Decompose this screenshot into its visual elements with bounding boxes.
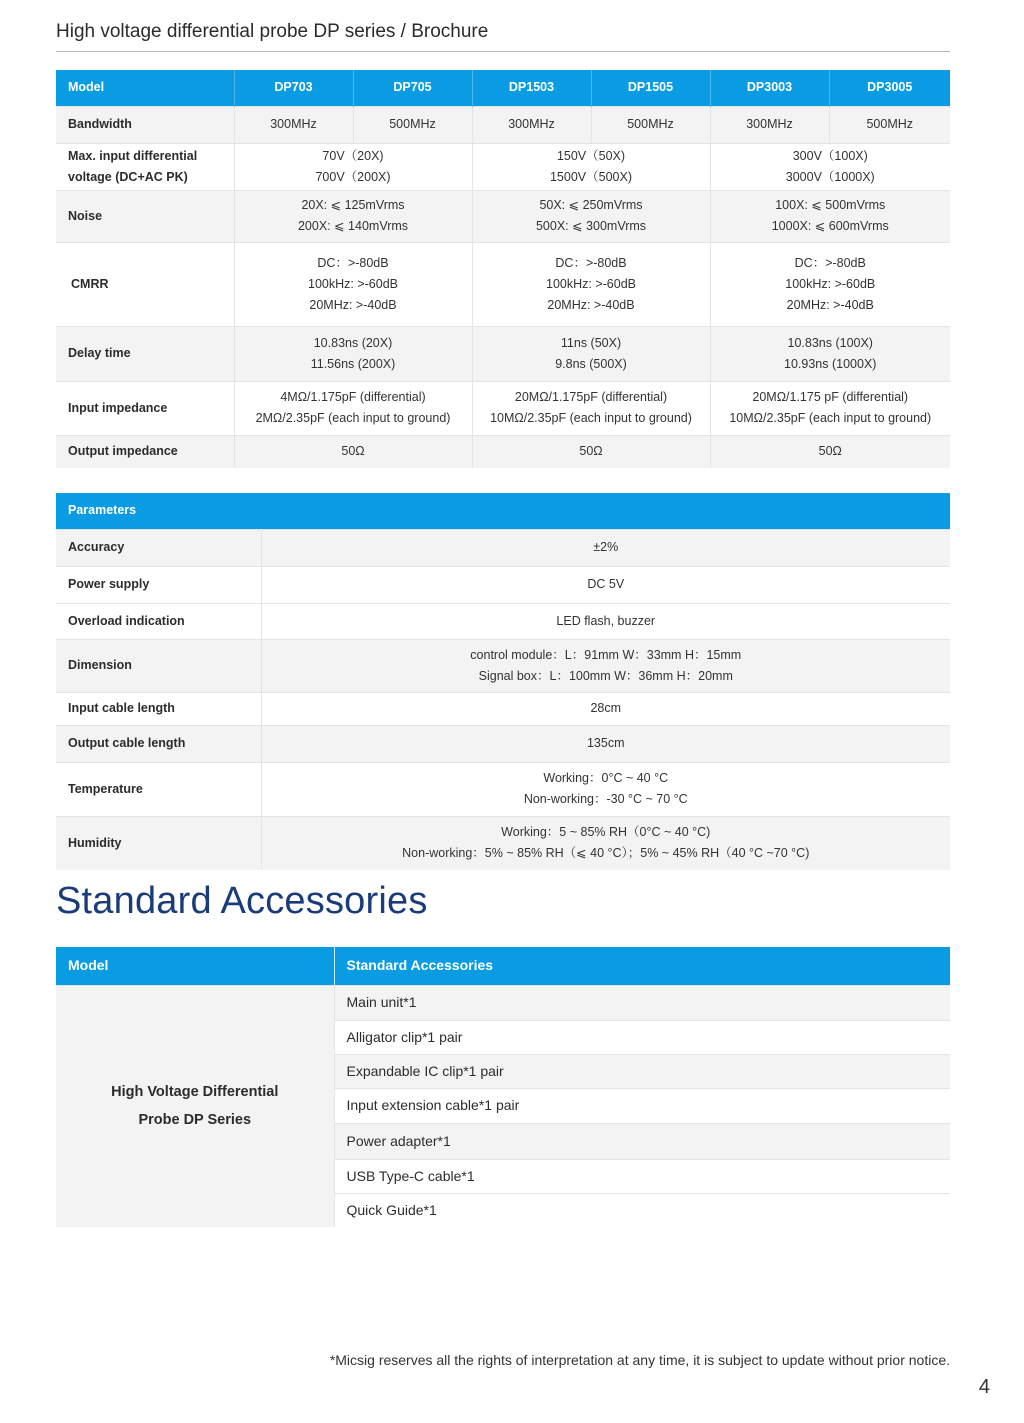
- param-label: Power supply: [56, 566, 261, 603]
- param-label: Output cable length: [56, 725, 261, 762]
- cmrr-group: [234, 242, 472, 326]
- accessories-model-name: Probe DP Series: [138, 1112, 252, 1129]
- spec-table: [56, 70, 950, 468]
- bandwidth-value: 300MHz: [710, 106, 829, 143]
- max-input-label-line: Max. input differential: [68, 148, 198, 163]
- delay-value: 10.83ns (100X): [787, 335, 873, 350]
- param-row: [56, 639, 950, 692]
- param-value-line: Signal box：L：100mm W：36mm H：20mm: [478, 668, 733, 683]
- output-impedance-value: 50Ω: [472, 435, 710, 468]
- bandwidth-value: 500MHz: [829, 106, 950, 143]
- accessory-item: Quick Guide*1: [334, 1193, 950, 1227]
- max-input-group: [710, 143, 950, 190]
- noise-label: Noise: [56, 190, 234, 242]
- accessories-model-cell: [56, 985, 334, 1227]
- param-label: Input cable length: [56, 692, 261, 725]
- max-input-row: [56, 143, 950, 190]
- cmrr-value: 100kHz: >-60dB: [785, 276, 876, 291]
- bandwidth-value: 500MHz: [591, 106, 710, 143]
- param-value: [261, 816, 950, 870]
- output-impedance-value: 50Ω: [234, 435, 472, 468]
- param-row: [56, 566, 950, 603]
- accessory-item: Alligator clip*1 pair: [334, 1020, 950, 1054]
- accessory-item: Power adapter*1: [334, 1123, 950, 1159]
- cmrr-label: CMRR: [56, 242, 234, 326]
- param-row: [56, 603, 950, 639]
- input-impedance-label: Input impedance: [56, 381, 234, 435]
- input-impedance-value: 10MΩ/2.35pF (each input to ground): [729, 411, 932, 425]
- param-label: Dimension: [56, 639, 261, 692]
- param-row: [56, 762, 950, 816]
- accessories-title: Standard Accessories: [56, 880, 428, 922]
- cmrr-row: [56, 242, 950, 326]
- delay-value: 9.8ns (500X): [555, 356, 627, 371]
- param-value: [261, 639, 950, 692]
- input-impedance-value: 20MΩ/1.175pF (differential): [514, 390, 668, 404]
- delay-label: Delay time: [56, 326, 234, 381]
- input-impedance-value: 2MΩ/2.35pF (each input to ground): [255, 411, 451, 425]
- noise-group: [472, 190, 710, 242]
- param-row: [56, 692, 950, 725]
- page-number: 4: [978, 1376, 990, 1398]
- param-value: 135cm: [261, 725, 950, 762]
- param-label: Humidity: [56, 816, 261, 870]
- param-value: LED flash, buzzer: [261, 603, 950, 639]
- delay-group: [234, 326, 472, 381]
- max-input-value: 700V（200X): [315, 169, 391, 184]
- noise-value: 100X: ⩽ 500mVrms: [775, 198, 886, 212]
- noise-group: [710, 190, 950, 242]
- param-value: 28cm: [261, 692, 950, 725]
- param-value-line: Working：5 ~ 85% RH（0°C ~ 40 °C): [501, 825, 711, 840]
- noise-value: 20X: ⩽ 125mVrms: [301, 198, 405, 212]
- delay-row: [56, 326, 950, 381]
- input-impedance-row: [56, 381, 950, 435]
- cmrr-value: 20MHz: >-40dB: [309, 297, 397, 312]
- max-input-label: [56, 143, 234, 190]
- bandwidth-value: 300MHz: [472, 106, 591, 143]
- param-row: [56, 529, 950, 566]
- parameters-table: [56, 493, 950, 870]
- delay-group: [710, 326, 950, 381]
- output-impedance-value: 50Ω: [710, 435, 950, 468]
- delay-value: 11ns (50X): [560, 335, 622, 350]
- accessories-list-header: Standard Accessories: [334, 947, 950, 985]
- noise-value: 1000X: ⩽ 600mVrms: [771, 219, 889, 233]
- model-dp1505: DP1505: [591, 70, 710, 106]
- max-input-value: 1500V（500X): [549, 169, 632, 184]
- max-input-label-line: voltage (DC+AC PK): [68, 169, 188, 184]
- accessory-item: Input extension cable*1 pair: [334, 1088, 950, 1123]
- cmrr-group: [472, 242, 710, 326]
- cmrr-value: 20MHz: >-40dB: [547, 297, 635, 312]
- accessory-item: USB Type-C cable*1: [334, 1159, 950, 1193]
- input-impedance-group: [234, 381, 472, 435]
- model-dp705: DP705: [353, 70, 472, 106]
- accessory-item: Expandable IC clip*1 pair: [334, 1054, 950, 1088]
- param-value-line: control module：L：91mm W：33mm H：15mm: [470, 647, 742, 662]
- param-value-line: Non-working：-30 °C ~ 70 °C: [523, 792, 688, 806]
- model-dp703: DP703: [234, 70, 353, 106]
- cmrr-value: 100kHz: >-60dB: [546, 276, 636, 291]
- input-impedance-value: 4MΩ/1.175pF (differential): [280, 390, 426, 404]
- param-value: DC 5V: [261, 566, 950, 603]
- accessories-model-header: Model: [56, 947, 334, 985]
- param-value-line: Working：0°C ~ 40 °C: [543, 771, 669, 785]
- bandwidth-row: [56, 106, 950, 143]
- cmrr-value: DC：>-80dB: [317, 255, 389, 270]
- accessories-model-name: High Voltage Differential: [111, 1084, 279, 1101]
- accessory-row: [56, 985, 950, 1020]
- cmrr-value: 20MHz: >-40dB: [786, 297, 874, 312]
- param-row: [56, 725, 950, 762]
- param-value-line: Non-working：5% ~ 85% RH（⩽ 40 °C）；5% ~ 45% RH（40 °C ~70 °C): [402, 846, 810, 861]
- bandwidth-label: Bandwidth: [56, 106, 234, 143]
- accessories-header-row: [56, 947, 950, 985]
- max-input-group: [472, 143, 710, 190]
- param-value: [261, 762, 950, 816]
- input-impedance-group: [710, 381, 950, 435]
- delay-value: 10.83ns (20X): [313, 335, 393, 350]
- max-input-value: 300V（100X): [792, 148, 868, 163]
- bandwidth-value: 500MHz: [353, 106, 472, 143]
- max-input-value: 70V（20X): [322, 148, 384, 163]
- cmrr-value: DC：>-80dB: [555, 255, 627, 270]
- input-impedance-value: 20MΩ/1.175 pF (differential): [752, 390, 909, 404]
- noise-value: 200X: ⩽ 140mVrms: [297, 219, 409, 233]
- model-dp3005: DP3005: [829, 70, 950, 106]
- noise-row: [56, 190, 950, 242]
- cmrr-value: DC：>-80dB: [794, 255, 866, 270]
- model-dp3003: DP3003: [710, 70, 829, 106]
- max-input-value: 3000V（1000X): [785, 169, 875, 184]
- parameters-header-row: [56, 493, 950, 529]
- delay-group: [472, 326, 710, 381]
- page-header-title: High voltage differential probe DP series / Brochure: [56, 18, 950, 52]
- max-input-value: 150V（50X): [556, 148, 626, 163]
- output-impedance-label: Output impedance: [56, 435, 234, 468]
- model-dp1503: DP1503: [472, 70, 591, 106]
- param-value: ±2%: [261, 529, 950, 566]
- cmrr-value: 100kHz: >-60dB: [308, 276, 398, 291]
- bandwidth-value: 300MHz: [234, 106, 353, 143]
- input-impedance-value: 10MΩ/2.35pF (each input to ground): [490, 411, 692, 425]
- noise-value: 50X: ⩽ 250mVrms: [539, 198, 643, 212]
- param-label: Overload indication: [56, 603, 261, 639]
- input-impedance-group: [472, 381, 710, 435]
- param-row: [56, 816, 950, 870]
- max-input-group: [234, 143, 472, 190]
- spec-header-row: [56, 70, 950, 106]
- cmrr-group: [710, 242, 950, 326]
- output-impedance-row: [56, 435, 950, 468]
- parameters-header: Parameters: [56, 493, 950, 529]
- model-header: Model: [56, 70, 234, 106]
- accessories-table: [56, 947, 950, 1227]
- param-label: Accuracy: [56, 529, 261, 566]
- noise-group: [234, 190, 472, 242]
- noise-value: 500X: ⩽ 300mVrms: [535, 219, 647, 233]
- footnote: *Micsig reserves all the rights of interpretation at any time, it is subject to update without prior notice.: [329, 1352, 950, 1368]
- accessory-item: Main unit*1: [334, 985, 950, 1020]
- delay-value: 11.56ns (200X): [310, 356, 396, 371]
- param-label: Temperature: [56, 762, 261, 816]
- delay-value: 10.93ns (1000X): [784, 356, 877, 371]
